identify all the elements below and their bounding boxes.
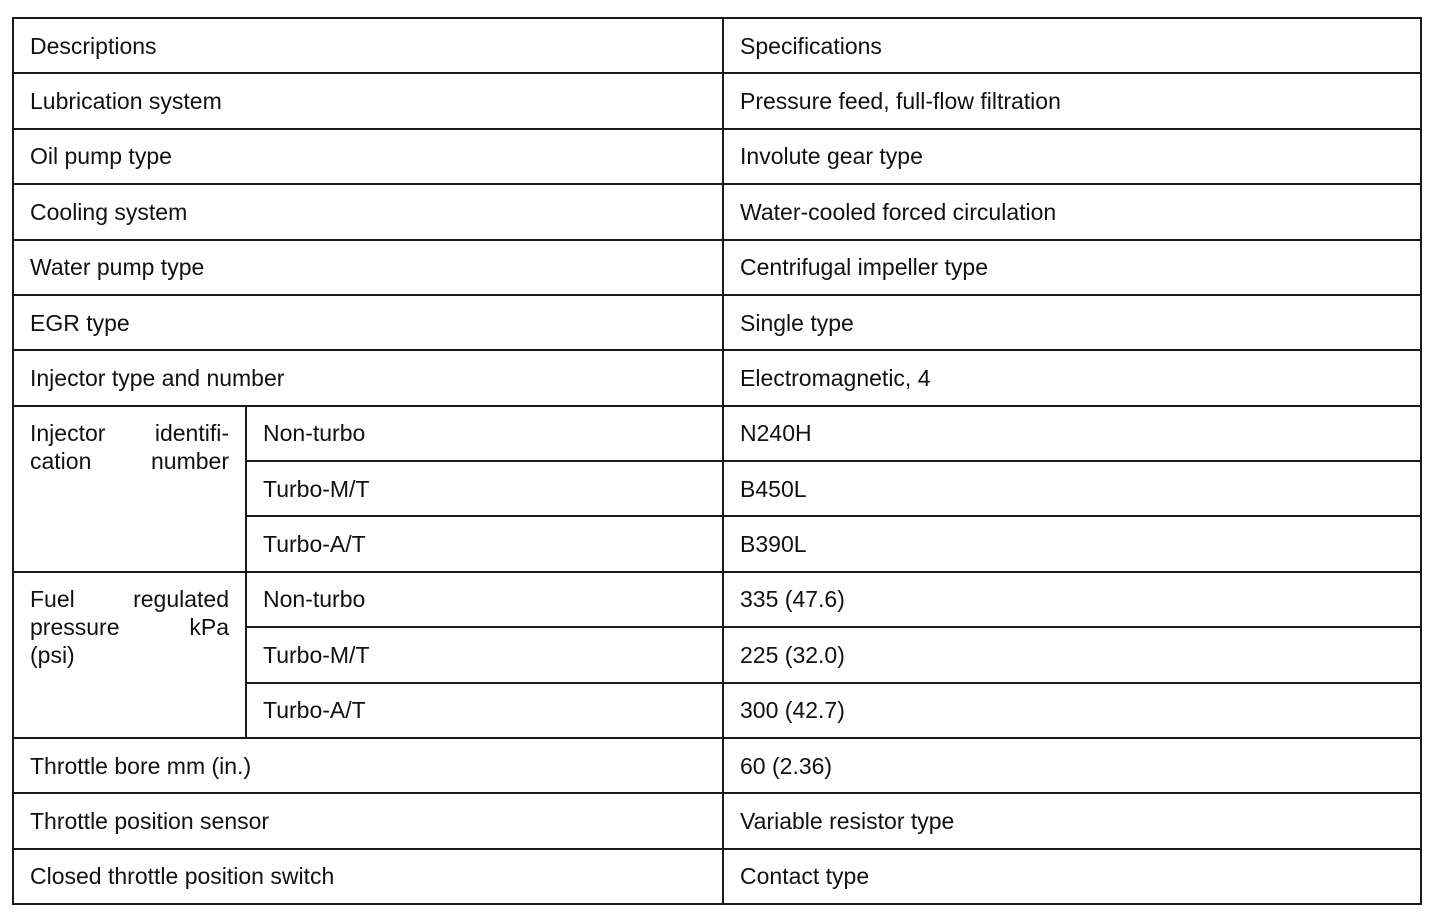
row-sublabel: Non-turbo — [246, 406, 723, 461]
row-value: 335 (47.6) — [723, 572, 1421, 627]
fuel-pressure-label-line: pressure kPa — [30, 613, 229, 640]
injector-id-label-line: cation number — [30, 447, 229, 474]
table-row — [13, 350, 1421, 405]
row-value: 60 (2.36) — [723, 738, 1421, 793]
row-value: N240H — [723, 406, 1421, 461]
row-value: Single type — [723, 295, 1421, 350]
table-row — [13, 849, 1421, 904]
injector-id-label-line: Injector identifi- — [30, 419, 229, 446]
row-value: Involute gear type — [723, 129, 1421, 184]
row-label: Throttle bore mm (in.) — [13, 738, 723, 793]
row-sublabel: Turbo-M/T — [246, 461, 723, 516]
row-sublabel: Turbo-M/T — [246, 627, 723, 682]
row-value: Pressure feed, full-flow filtration — [723, 73, 1421, 128]
table-row — [13, 406, 1421, 461]
row-value: 225 (32.0) — [723, 627, 1421, 682]
row-sublabel: Non-turbo — [246, 572, 723, 627]
table-row — [13, 295, 1421, 350]
row-label: Oil pump type — [13, 129, 723, 184]
row-value: Variable resistor type — [723, 793, 1421, 848]
fuel-pressure-label-line: (psi) — [30, 641, 75, 668]
table-row — [13, 793, 1421, 848]
row-label: Injector type and number — [13, 350, 723, 405]
row-label: EGR type — [13, 295, 723, 350]
row-value: Water-cooled forced circulation — [723, 184, 1421, 239]
row-label: Water pump type — [13, 240, 723, 295]
row-sublabel: Turbo-A/T — [246, 683, 723, 738]
row-sublabel: Turbo-A/T — [246, 516, 723, 571]
header-row — [13, 18, 1421, 73]
table-row — [13, 572, 1421, 627]
row-label: Cooling system — [13, 184, 723, 239]
row-label: Throttle position sensor — [13, 793, 723, 848]
table-row — [13, 240, 1421, 295]
row-label: Lubrication system — [13, 73, 723, 128]
row-value: Electromagnetic, 4 — [723, 350, 1421, 405]
table-row — [13, 738, 1421, 793]
row-value: 300 (42.7) — [723, 683, 1421, 738]
table-row — [13, 184, 1421, 239]
row-label: Closed throttle position switch — [13, 849, 723, 904]
header-descriptions: Descriptions — [13, 18, 723, 73]
header-specifications: Specifications — [723, 18, 1421, 73]
row-value: B450L — [723, 461, 1421, 516]
table-row — [13, 129, 1421, 184]
specifications-table — [12, 17, 1422, 905]
table-row — [13, 73, 1421, 128]
row-value: B390L — [723, 516, 1421, 571]
row-value: Centrifugal impeller type — [723, 240, 1421, 295]
row-value: Contact type — [723, 849, 1421, 904]
fuel-pressure-group-label — [13, 572, 246, 738]
fuel-pressure-label-line: Fuel regulated — [30, 585, 229, 612]
injector-id-group-label — [13, 406, 246, 572]
